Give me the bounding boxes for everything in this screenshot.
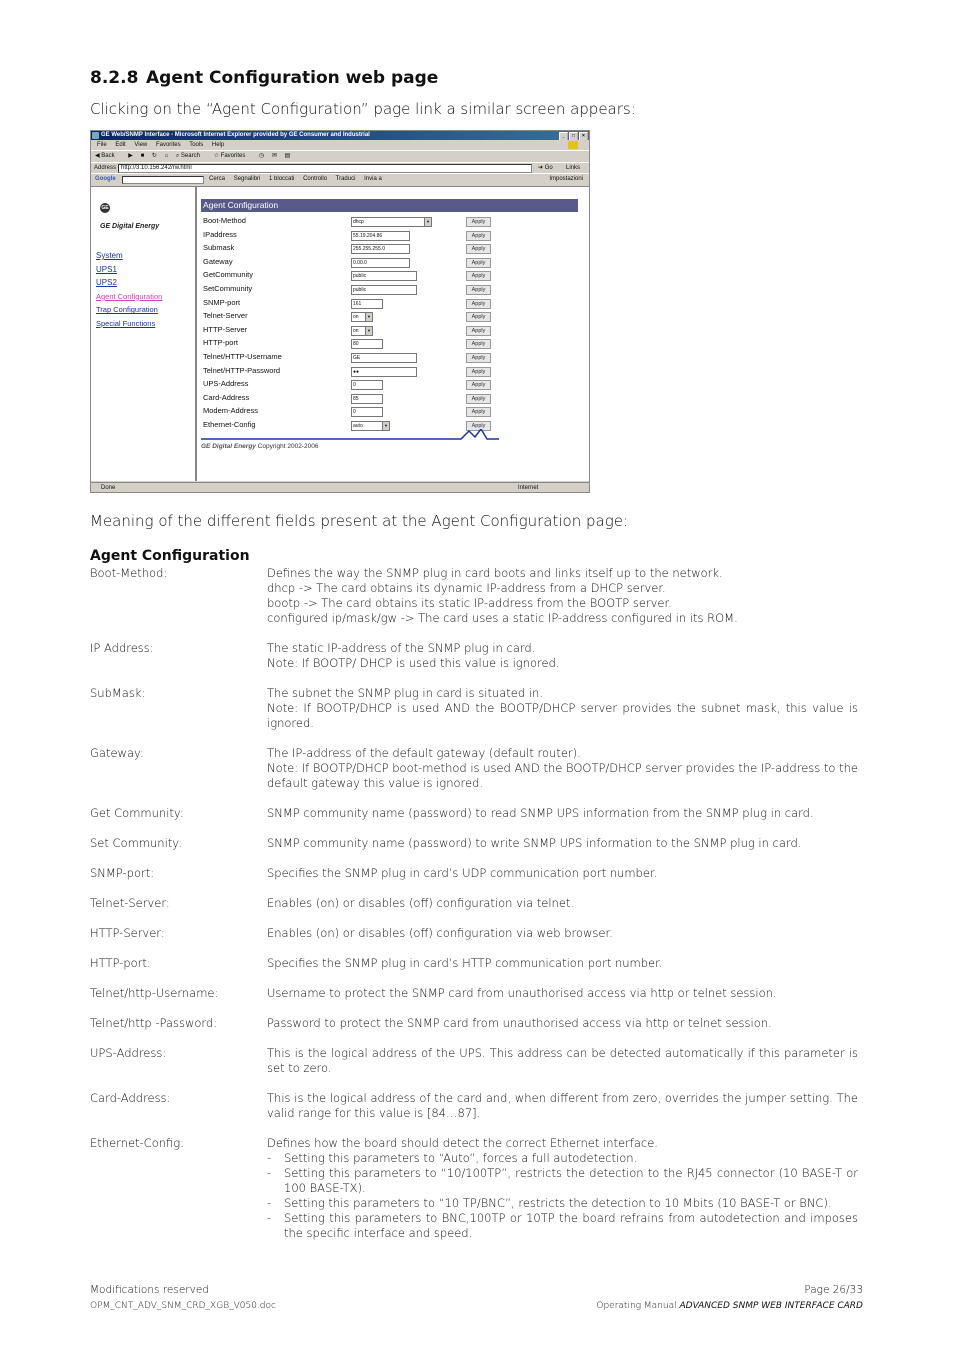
field-label: Ethernet-Config (203, 420, 256, 429)
status-zone: Internet (518, 485, 539, 491)
field-label: Gateway (203, 256, 233, 266)
nav-links (96, 249, 162, 331)
definition-bullet: - Setting this parameters to “10 TP/BNC”, restricts the detection to 10 Mbits (10 BASE-T or BNC). (267, 1196, 858, 1211)
definition-line: Defines how the board should detect the correct Ethernet interface. (267, 1136, 658, 1150)
definition-term: Get Community: (90, 806, 184, 820)
field-input[interactable]: public (351, 285, 417, 295)
field-label: Telnet-Server (203, 311, 248, 321)
field-row-setcommunity (203, 283, 578, 295)
apply-button[interactable]: Apply (466, 271, 491, 281)
footer-modifications: Modifications reserved (90, 1284, 209, 1296)
field-select[interactable]: on ▼ (351, 326, 373, 336)
field-input[interactable]: public (351, 271, 417, 281)
definition-term: Gateway: (90, 746, 144, 760)
refresh-icon[interactable]: ↻ (151, 153, 157, 159)
definition-line: Username to protect the SNMP card from unauthorised access via http or telnet session. (267, 986, 777, 1000)
history-icon[interactable]: ◷ (259, 153, 265, 159)
definition-item (90, 1091, 858, 1121)
section-title: Agent Configuration web page (146, 68, 439, 88)
definition-term: Card-Address: (90, 1091, 171, 1105)
field-row-getcommunity (203, 269, 578, 281)
back-button[interactable]: ◀ Back (95, 153, 115, 159)
address-bar (91, 162, 589, 173)
search-label: Search (180, 153, 200, 159)
menu-help[interactable]: Help (211, 142, 225, 148)
browser-screenshot (90, 130, 590, 493)
field-label: Card-Address (203, 392, 250, 402)
field-input[interactable]: 0 (351, 380, 383, 390)
field-label: IPaddress (203, 229, 237, 239)
definition-item (90, 1016, 858, 1031)
brand-wave-line (201, 429, 501, 441)
definition-term: Telnet/http -Password: (90, 1016, 218, 1030)
definitions-title: Agent Configuration (90, 548, 250, 564)
nav-link-system[interactable]: System (96, 251, 123, 260)
agent-config-panel (201, 187, 587, 481)
definition-term: Telnet/http-Username: (90, 986, 219, 1000)
apply-button[interactable]: Apply (466, 421, 491, 431)
definition-item (90, 1046, 858, 1076)
print-icon[interactable]: ▤ (284, 153, 291, 159)
field-select[interactable]: on ▼ (351, 312, 373, 322)
field-row-telnet-http-username (203, 351, 578, 363)
definition-line: bootp -> The card obtains its static IP-address from the BOOTP server. (267, 596, 672, 610)
definition-item (90, 896, 858, 911)
footer-manual-prefix: Operating Manual (596, 1301, 677, 1311)
field-input[interactable]: 55.19.204.86 (351, 231, 410, 241)
search-button[interactable]: ⌕ Search (175, 153, 200, 159)
minimize-icon[interactable]: _ (559, 132, 568, 140)
google-invia-button[interactable]: Invia a (364, 176, 382, 182)
nav-link-agent-configuration[interactable]: Agent Configuration (96, 291, 163, 301)
brand-label: GE Digital Energy (100, 223, 160, 230)
ie-icon (92, 132, 99, 139)
field-label: Submask (203, 243, 235, 253)
definition-description (267, 956, 858, 971)
definition-bullets (267, 1151, 858, 1241)
definition-bullet: - Setting this parameters to BNC,100TP or 10TP the board refrains from autodetection and imposes the specific interface and speed. (267, 1211, 858, 1241)
definition-line: This is the logical address of the UPS. This address can be detected automatically if this parameter is set to zero. (267, 1046, 858, 1075)
field-input[interactable]: 80 (351, 339, 383, 349)
footer-manual-name: ADVANCED SNMP WEB INTERFACE CARD (679, 1301, 863, 1311)
definition-term: SubMask: (90, 686, 146, 700)
definition-item (90, 746, 858, 791)
close-icon[interactable]: × (579, 132, 588, 140)
field-input[interactable]: 0.00.0 (351, 258, 410, 268)
menu-favorites[interactable]: Favorites (155, 142, 181, 148)
window-titlebar (91, 131, 589, 140)
favorites-label: Favorites (220, 153, 246, 159)
definition-bullet: - Setting this parameters to “10/100TP”, restricts the detection to the RJ45 connector (10 BASE-T or 100 BASE-TX). (267, 1166, 858, 1196)
copyright-text: Copyright 2002-2006 (257, 443, 319, 450)
definition-bullet: - Setting this parameters to “Auto”, forces a full autodetection. (267, 1151, 858, 1166)
field-row-card-address (203, 392, 578, 404)
apply-button[interactable]: Apply (466, 339, 491, 349)
go-button[interactable]: ➜ Go (538, 165, 553, 171)
footer-page-number: Page 26/33 (804, 1284, 863, 1296)
field-row-modem-address (203, 405, 578, 417)
stop-icon[interactable]: ■ (140, 153, 145, 159)
menu-tools[interactable]: Tools (189, 142, 204, 148)
google-toolbar-items (209, 174, 389, 185)
intro-text: Clicking on the “Agent Configuration” page link a similar screen appears: (90, 100, 636, 118)
nav-link-ups1[interactable]: UPS1 (96, 264, 117, 274)
field-label: Modem-Address (203, 406, 259, 416)
field-row-boot-method (203, 215, 578, 227)
field-row-telnet-http-password (203, 365, 578, 377)
definition-description (267, 836, 858, 851)
apply-button[interactable]: Apply (466, 326, 491, 336)
definition-line: The IP-address of the default gateway (default router). (267, 746, 581, 760)
definition-line: Defines the way the SNMP plug in card boots and links itself up to the network. (267, 566, 723, 580)
apply-button[interactable]: Apply (466, 380, 491, 390)
google-bloccati-button[interactable]: 1 bloccati (269, 176, 295, 182)
copyright-brand: GE Digital Energy (201, 443, 256, 450)
field-label: Telnet/HTTP-Username (203, 352, 282, 361)
definition-term: Telnet-Server: (90, 896, 170, 910)
google-segnalibri-button[interactable]: Segnalibri (233, 176, 261, 182)
definition-line: Specifies the SNMP plug in card’s HTTP communication port number. (267, 956, 663, 970)
menu-file[interactable]: File (97, 142, 107, 148)
definition-item (90, 956, 858, 971)
definition-line: This is the logical address of the card and, when different from zero, overrides the jumper setting. The valid range for this value is [84…87]. (267, 1091, 858, 1120)
forward-icon[interactable]: ▶ (128, 153, 133, 159)
apply-button[interactable]: Apply (466, 258, 491, 268)
field-label: Boot-Method (203, 216, 246, 225)
field-select[interactable]: dhcp ▼ (351, 217, 432, 227)
address-input[interactable]: http://3.10.156.242/rw.html (118, 164, 532, 173)
field-label: SetCommunity (203, 284, 253, 293)
apply-button[interactable]: Apply (466, 407, 491, 417)
field-row-http-server (203, 324, 578, 336)
field-label: UPS-Address (203, 379, 249, 389)
definition-description (267, 896, 858, 911)
browser-toolbar (91, 150, 589, 162)
copyright-line (201, 443, 318, 450)
menu-bar (91, 140, 589, 150)
status-text: Done (101, 485, 116, 491)
definition-description (267, 986, 858, 1001)
definition-line: Specifies the SNMP plug in card’s UDP communication port number. (267, 866, 658, 880)
window-buttons (559, 132, 588, 140)
google-logo: Google (95, 176, 116, 182)
definition-item (90, 686, 858, 731)
definition-item (90, 566, 858, 626)
definition-description (267, 566, 858, 626)
links-button[interactable]: Links (566, 165, 581, 171)
field-label: HTTP-Server (203, 324, 248, 334)
field-row-gateway (203, 256, 578, 268)
definition-line: Note: If BOOTP/DHCP boot-method is used AND the BOOTP/DHCP server provides the IP-address to the default gateway this value is ignored. (267, 761, 858, 790)
field-label: Telnet/HTTP-Password (203, 365, 281, 375)
ge-logo-icon: GE (101, 205, 109, 211)
definition-line: The subnet the SNMP plug in card is situated in. (267, 686, 543, 700)
apply-button[interactable]: Apply (466, 367, 491, 377)
google-cerca-button[interactable]: Cerca (209, 176, 226, 182)
footer-filename: OPM_CNT_ADV_SNM_CRD_XGB_V050.doc (90, 1301, 276, 1311)
definition-description (267, 686, 858, 731)
definition-term: Set Community: (90, 836, 183, 850)
apply-button[interactable]: Apply (466, 353, 491, 363)
apply-button[interactable]: Apply (466, 312, 491, 322)
apply-button[interactable]: Apply (466, 285, 491, 295)
menu-edit[interactable]: Edit (115, 142, 126, 148)
definition-term: HTTP-Server: (90, 926, 165, 940)
field-row-submask (203, 242, 578, 254)
definition-line: Enables (on) or disables (off) configuration via web browser. (267, 926, 613, 940)
definition-item (90, 1136, 858, 1241)
field-row-snmp-port (203, 297, 578, 309)
field-input[interactable]: 85 (351, 394, 383, 404)
menu-view[interactable]: View (134, 142, 148, 148)
apply-button[interactable]: Apply (466, 244, 491, 254)
definition-term: SNMP-port: (90, 866, 155, 880)
definition-term: IP Address: (90, 641, 154, 655)
definitions-list (90, 566, 858, 1256)
definition-item (90, 641, 858, 671)
google-toolbar (91, 173, 589, 185)
definition-line: SNMP community name (password) to write SNMP UPS information to the SNMP plug in card. (267, 836, 802, 850)
definition-description (267, 866, 858, 881)
maximize-icon[interactable]: □ (569, 132, 578, 140)
window-title: GE Web/SNMP Interface - Microsoft Internet Explorer provided by GE Consumer and Industrial (101, 132, 370, 138)
google-settings-button[interactable]: Impostazioni (549, 176, 583, 182)
field-input[interactable]: ●● (351, 367, 417, 377)
definition-line: Note: If BOOTP/ DHCP is used this value is ignored. (267, 656, 560, 670)
field-label: HTTP-port (203, 338, 239, 348)
definition-item (90, 866, 858, 881)
definition-description (267, 1016, 858, 1031)
windows-logo-icon (568, 141, 578, 149)
field-select[interactable]: auto ▼ (351, 421, 390, 431)
nav-link-trap-configuration[interactable]: Trap Configuration (96, 305, 158, 315)
definition-term: HTTP-port: (90, 956, 151, 970)
definition-description (267, 746, 858, 791)
definition-description (267, 1091, 858, 1121)
field-input[interactable]: 255.255.255.0 (351, 244, 410, 254)
definition-item (90, 926, 858, 941)
nav-link-ups2[interactable]: UPS2 (96, 278, 117, 288)
definition-term: Boot-Method: (90, 566, 168, 580)
favorites-button[interactable]: ☆ Favorites (213, 153, 246, 159)
definition-description (267, 926, 858, 941)
field-row-ipaddress (203, 229, 578, 241)
definition-term: Ethernet-Config: (90, 1136, 185, 1150)
definition-line: dhcp -> The card obtains its dynamic IP-address from a DHCP server. (267, 581, 666, 595)
home-icon[interactable]: ⌂ (164, 153, 169, 159)
footer-manual-title (596, 1301, 863, 1311)
definition-line: configured ip/mask/gw -> The card uses a static IP-address configured in its ROM. (267, 611, 738, 625)
definition-line: Note: If BOOTP/DHCP is used AND the BOOTP/DHCP server provides the subnet mask, this value is ignored. (267, 701, 858, 730)
definition-term: UPS-Address: (90, 1046, 167, 1060)
back-label: Back (101, 153, 115, 159)
definition-item (90, 806, 858, 821)
meaning-intro: Meaning of the different fields present at the Agent Configuration page: (90, 512, 628, 530)
google-traduci-button[interactable]: Traduci (335, 176, 356, 182)
status-bar (91, 482, 589, 492)
field-input[interactable]: 161 (351, 299, 383, 309)
field-input[interactable]: 0 (351, 407, 383, 417)
nav-link-special-functions[interactable]: Special Functions (96, 318, 156, 328)
apply-button[interactable]: Apply (466, 394, 491, 404)
apply-button[interactable]: Apply (466, 299, 491, 309)
mail-icon[interactable]: ✉ (271, 153, 277, 159)
apply-button[interactable]: Apply (466, 231, 491, 241)
definition-line: The static IP-address of the SNMP plug in card. (267, 641, 536, 655)
definition-description (267, 1046, 858, 1076)
address-label: Address (94, 165, 117, 171)
left-nav-pane (91, 187, 197, 481)
definition-item (90, 836, 858, 851)
definition-description (267, 1136, 858, 1241)
section-heading (90, 68, 438, 88)
field-label: GetCommunity (203, 270, 254, 280)
field-row-telnet-server (203, 310, 578, 322)
google-search-input[interactable] (122, 176, 204, 184)
definition-description (267, 806, 858, 821)
field-label: SNMP-port (203, 297, 241, 307)
definition-item (90, 986, 858, 1001)
google-controllo-button[interactable]: Controllo (303, 176, 328, 182)
definition-line: SNMP community name (password) to read SNMP UPS information from the SNMP plug in card. (267, 806, 814, 820)
field-input[interactable]: GE (351, 353, 417, 363)
field-row-http-port (203, 337, 578, 349)
go-label: Go (544, 165, 553, 171)
apply-button[interactable]: Apply (466, 217, 491, 227)
page-content (91, 186, 589, 481)
definition-line: Enables (on) or disables (off) configuration via telnet. (267, 896, 575, 910)
section-number: 8.2.8 (90, 68, 139, 88)
field-row-ups-address (203, 378, 578, 390)
definition-line: Password to protect the SNMP card from unauthorised access via http or telnet session. (267, 1016, 772, 1030)
definition-description (267, 641, 858, 671)
panel-title: Agent Configuration (201, 199, 578, 212)
